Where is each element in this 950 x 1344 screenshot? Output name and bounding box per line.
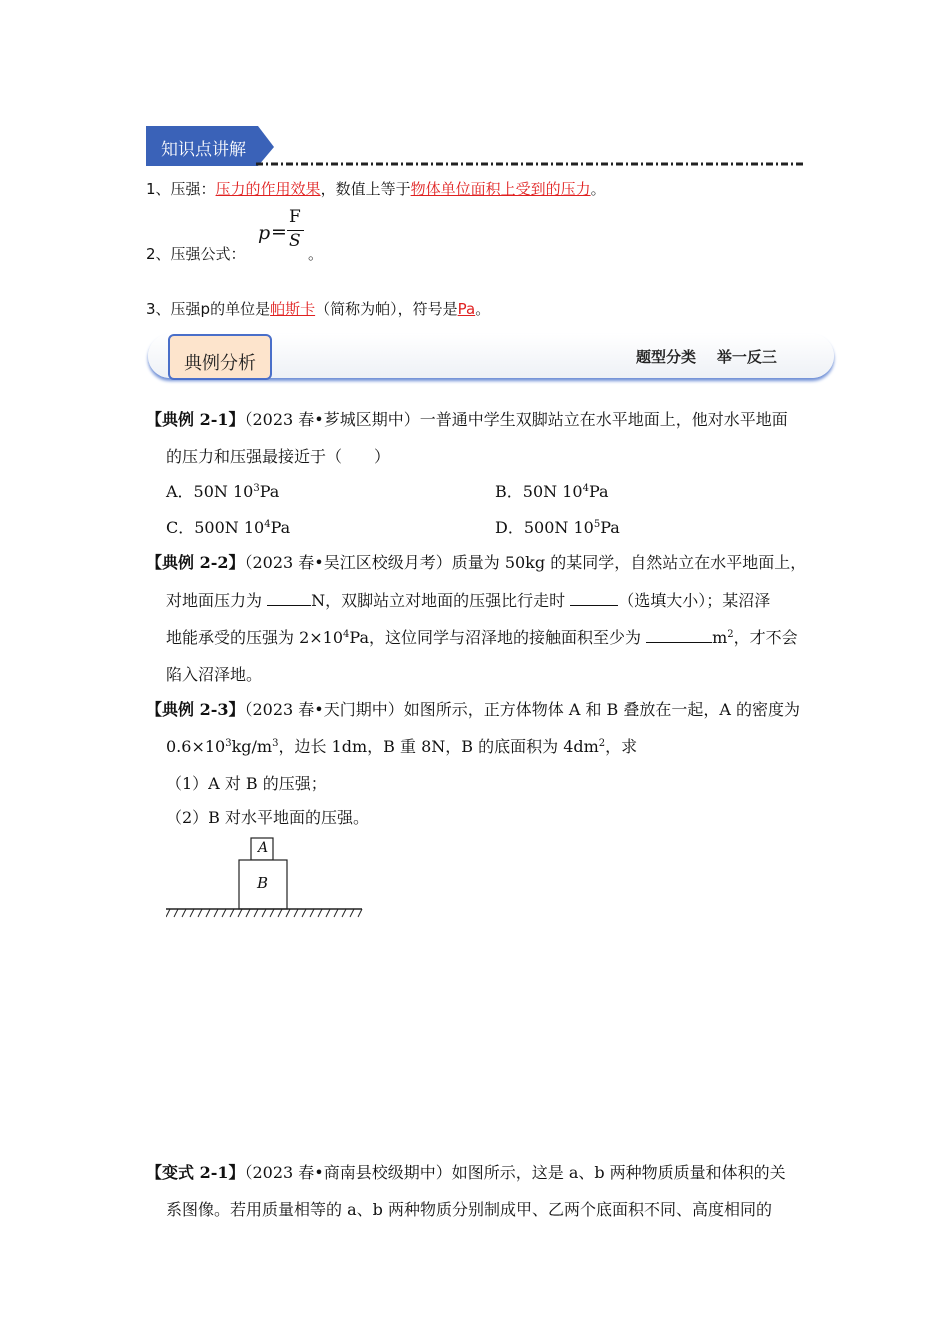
figure-blocks — [166, 836, 366, 926]
formula-end: 。 — [308, 245, 324, 263]
example-banner-subtitle: 题型分类 举一反三 — [636, 348, 777, 366]
block-a-label: A — [258, 840, 269, 856]
question-tag: 【典例 2-3】 — [146, 700, 245, 719]
knowledge-banner — [146, 126, 806, 166]
answer-blank[interactable] — [267, 591, 311, 606]
exponent: 3 — [225, 738, 232, 749]
formula-denominator: S — [289, 231, 301, 251]
question-text: （2023 春•吴江区校级月考）质量为 50kg 的某同学，自然站立在水平地面上， — [244, 553, 807, 572]
question-text: （2023 春•商南县校级期中）如图所示，这是 a、b 两种物质质量和体积的关 — [244, 1163, 786, 1182]
block-b-label: B — [257, 874, 269, 892]
example-tab-label: 典例分析 — [184, 353, 256, 374]
question-text: 地能承受的压强为 2×10 — [166, 628, 344, 647]
question-text: N，双脚站立对地面的压强比行走时 — [311, 591, 571, 610]
question-text: 陷入沼泽地。 — [166, 665, 263, 684]
option-a-exponent: 3 — [253, 483, 260, 494]
question-text: ，求 — [605, 737, 638, 756]
option-d-text: D．500N 10 — [495, 518, 594, 537]
formula — [256, 207, 336, 263]
question-text: （选填大小）；某沼泽 — [618, 591, 771, 610]
sub-question-2: （2）B 对水平地面的压强。 — [166, 808, 370, 827]
point-1-label: 1、压强： — [146, 180, 216, 198]
option-d-exponent: 5 — [593, 519, 601, 530]
formula-p: p — [258, 222, 271, 244]
answer-highlight: 压力的作用效果 — [215, 180, 321, 198]
exponent: 3 — [272, 738, 279, 749]
question-text: （2023 春•芗城区期中）一普通中学生双脚站立在水平地面上，他对水平地面 — [244, 410, 788, 429]
answer-blank[interactable] — [570, 591, 618, 606]
point-2 — [146, 208, 446, 268]
option-a-text: A．50N 10 — [166, 482, 254, 501]
option-b-unit: Pa — [588, 482, 609, 501]
answer-highlight: 物体单位面积上受到的压力 — [410, 180, 591, 198]
question-tag: 【典例 2-1】 — [146, 410, 245, 429]
point-3-end: 。 — [475, 300, 491, 318]
answer-blank[interactable] — [646, 628, 712, 643]
option-a-unit: Pa — [259, 482, 280, 501]
question-text: 对地面压力为 — [166, 591, 268, 610]
question-text: ，边长 1dm，B 重 8N，B 的底面积为 4dm — [278, 737, 599, 756]
formula-numerator: F — [289, 207, 301, 227]
option-c-unit: Pa — [270, 518, 291, 537]
point-1-end: 。 — [590, 180, 606, 198]
question-text: 的压力和压强最接近于（ ） — [166, 447, 391, 466]
option-d — [495, 515, 620, 538]
knowledge-banner-title: 知识点讲解 — [161, 140, 246, 160]
point-3-text: （简称为帕），符号是 — [315, 300, 458, 318]
point-3-label: 3、压强p的单位是 — [146, 300, 271, 318]
exponent: 2 — [727, 629, 734, 640]
option-a — [166, 479, 279, 502]
question-text: m — [712, 628, 728, 647]
question-tag: 【变式 2-1】 — [146, 1163, 245, 1182]
exponent: 2 — [598, 738, 606, 749]
question-text: ，才不会 — [733, 628, 798, 647]
answer-highlight: 帕斯卡 — [270, 300, 316, 318]
point-2-label: 2、压强公式： — [146, 245, 246, 263]
point-3 — [146, 298, 490, 319]
option-b-text: B．50N 10 — [495, 482, 583, 501]
option-d-unit: Pa — [600, 518, 620, 537]
option-c-exponent: 4 — [264, 519, 271, 530]
option-b-exponent: 4 — [582, 483, 589, 494]
option-b — [495, 479, 609, 502]
point-1 — [146, 178, 606, 199]
exponent: 4 — [343, 629, 350, 640]
point-1-text: ，数值上等于 — [320, 180, 411, 198]
answer-highlight: Pa — [457, 300, 476, 318]
option-c-text: C．500N 10 — [166, 518, 265, 537]
question-text: 系图像。若用质量相等的 a、b 两种物质分别制成甲、乙两个底面积不同、高度相同的 — [166, 1200, 772, 1219]
question-text: 0.6×10 — [166, 737, 226, 756]
example-banner — [148, 332, 836, 382]
question-text: Pa，这位同学与沼泽地的接触面积至少为 — [349, 628, 647, 647]
formula-equals: = — [271, 221, 287, 243]
question-text: kg/m — [231, 737, 273, 756]
question-tag: 【典例 2-2】 — [146, 553, 245, 572]
sub-question-1: （1）A 对 B 的压强； — [166, 774, 327, 793]
option-c — [166, 515, 290, 538]
question-text: （2023 春•天门期中）如图所示，正方体物体 A 和 B 叠放在一起，A 的密度为 — [244, 700, 801, 719]
